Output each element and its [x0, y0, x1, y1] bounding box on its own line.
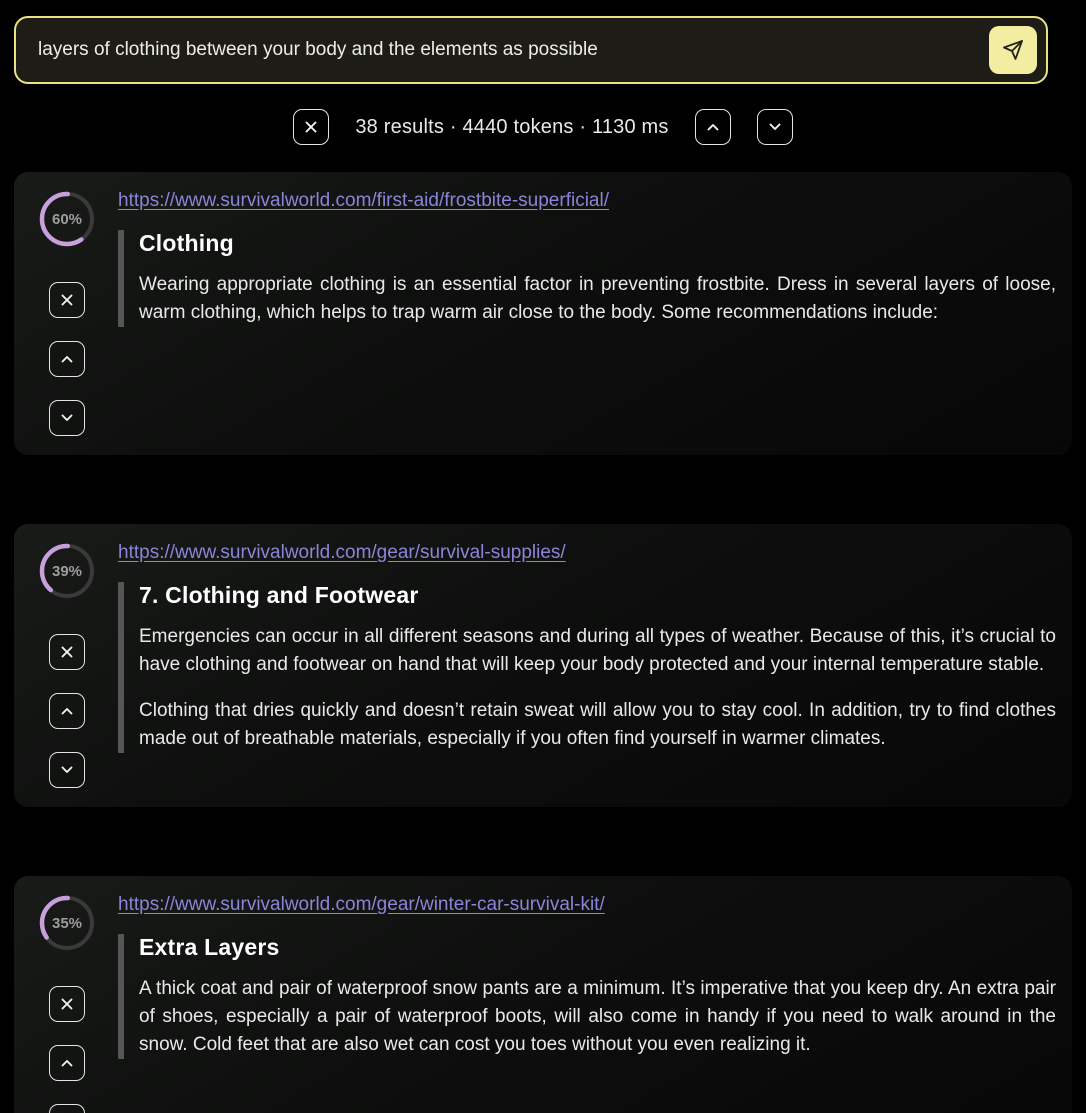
- results-list: [14, 172, 1072, 1113]
- chevron-up-icon: [58, 702, 76, 720]
- dismiss-result-button[interactable]: [49, 986, 85, 1022]
- excerpt-heading: 7. Clothing and Footwear: [139, 582, 419, 608]
- result-card: [14, 524, 1072, 807]
- chevron-down-icon: [766, 118, 784, 136]
- close-icon: [58, 995, 76, 1013]
- move-result-down-button[interactable]: [49, 752, 85, 788]
- excerpt-heading: Clothing: [139, 230, 234, 256]
- score-ring: [38, 190, 96, 248]
- result-controls: [38, 190, 96, 436]
- move-result-up-button[interactable]: [49, 341, 85, 377]
- result-excerpt: [118, 934, 1056, 1059]
- results-status-bar: [14, 109, 1072, 145]
- chevron-down-icon: [58, 409, 76, 427]
- close-icon: [58, 643, 76, 661]
- send-button[interactable]: [989, 26, 1037, 74]
- excerpt-heading: Extra Layers: [139, 934, 280, 960]
- move-result-down-button[interactable]: [49, 1104, 85, 1113]
- chevron-up-icon: [704, 118, 722, 136]
- next-result-button[interactable]: [757, 109, 793, 145]
- excerpt-paragraph: Clothing that dries quickly and doesn’t retain sweat will allow you to stay cool. In addition, try to find clothes made out of breathable materials, especially if you often find yourself in warmer climates.: [139, 700, 1056, 749]
- move-result-down-button[interactable]: [49, 400, 85, 436]
- close-icon: [58, 291, 76, 309]
- move-result-up-button[interactable]: [49, 693, 85, 729]
- search-bar: [14, 16, 1048, 84]
- dismiss-result-button[interactable]: [49, 282, 85, 318]
- results-summary: 38 results · 4440 tokens · 1130 ms: [355, 115, 669, 138]
- close-icon: [302, 118, 320, 136]
- excerpt-paragraph: A thick coat and pair of waterproof snow pants are a minimum. It’s imperative that you keep dry. An extra pair of shoes, especially a pair of waterproof boots, will also come in handy if you need to walk around in the snow. Cold feet that are also wet can cost you toes without you even realizing it.: [139, 978, 1056, 1055]
- score-label: 39%: [51, 562, 83, 580]
- result-content: [118, 542, 1056, 788]
- result-url-link[interactable]: https://www.survivalworld.com/gear/survival-supplies/: [118, 542, 566, 563]
- result-content: [118, 894, 1056, 1113]
- result-controls: [38, 542, 96, 788]
- score-label: 60%: [51, 210, 83, 228]
- score-label: 35%: [51, 914, 83, 932]
- excerpt-paragraph: Wearing appropriate clothing is an essential factor in preventing frostbite. Dress in several layers of loose, warm clothing, which helps to trap warm air close to the body. Some recommendations include:: [139, 274, 1056, 323]
- chevron-up-icon: [58, 1054, 76, 1072]
- result-excerpt: [118, 230, 1056, 327]
- dismiss-result-button[interactable]: [49, 634, 85, 670]
- score-ring: [38, 894, 96, 952]
- score-ring: [38, 542, 96, 600]
- chevron-down-icon: [58, 761, 76, 779]
- result-url-link[interactable]: https://www.survivalworld.com/gear/winter-car-survival-kit/: [118, 894, 605, 915]
- prev-result-button[interactable]: [695, 109, 731, 145]
- result-card: [14, 172, 1072, 455]
- excerpt-paragraph: Emergencies can occur in all different seasons and during all types of weather. Because of this, it’s crucial to have clothing and footwear on hand that will keep your body protected and your internal temperature stable.: [139, 626, 1056, 675]
- paper-plane-icon: [1001, 38, 1025, 62]
- chevron-up-icon: [58, 350, 76, 368]
- result-excerpt: [118, 582, 1056, 753]
- result-controls: [38, 894, 96, 1113]
- search-input[interactable]: [38, 39, 979, 61]
- result-card: [14, 876, 1072, 1113]
- result-url-link[interactable]: https://www.survivalworld.com/first-aid/frostbite-superficial/: [118, 190, 609, 211]
- move-result-up-button[interactable]: [49, 1045, 85, 1081]
- clear-results-button[interactable]: [293, 109, 329, 145]
- result-content: [118, 190, 1056, 436]
